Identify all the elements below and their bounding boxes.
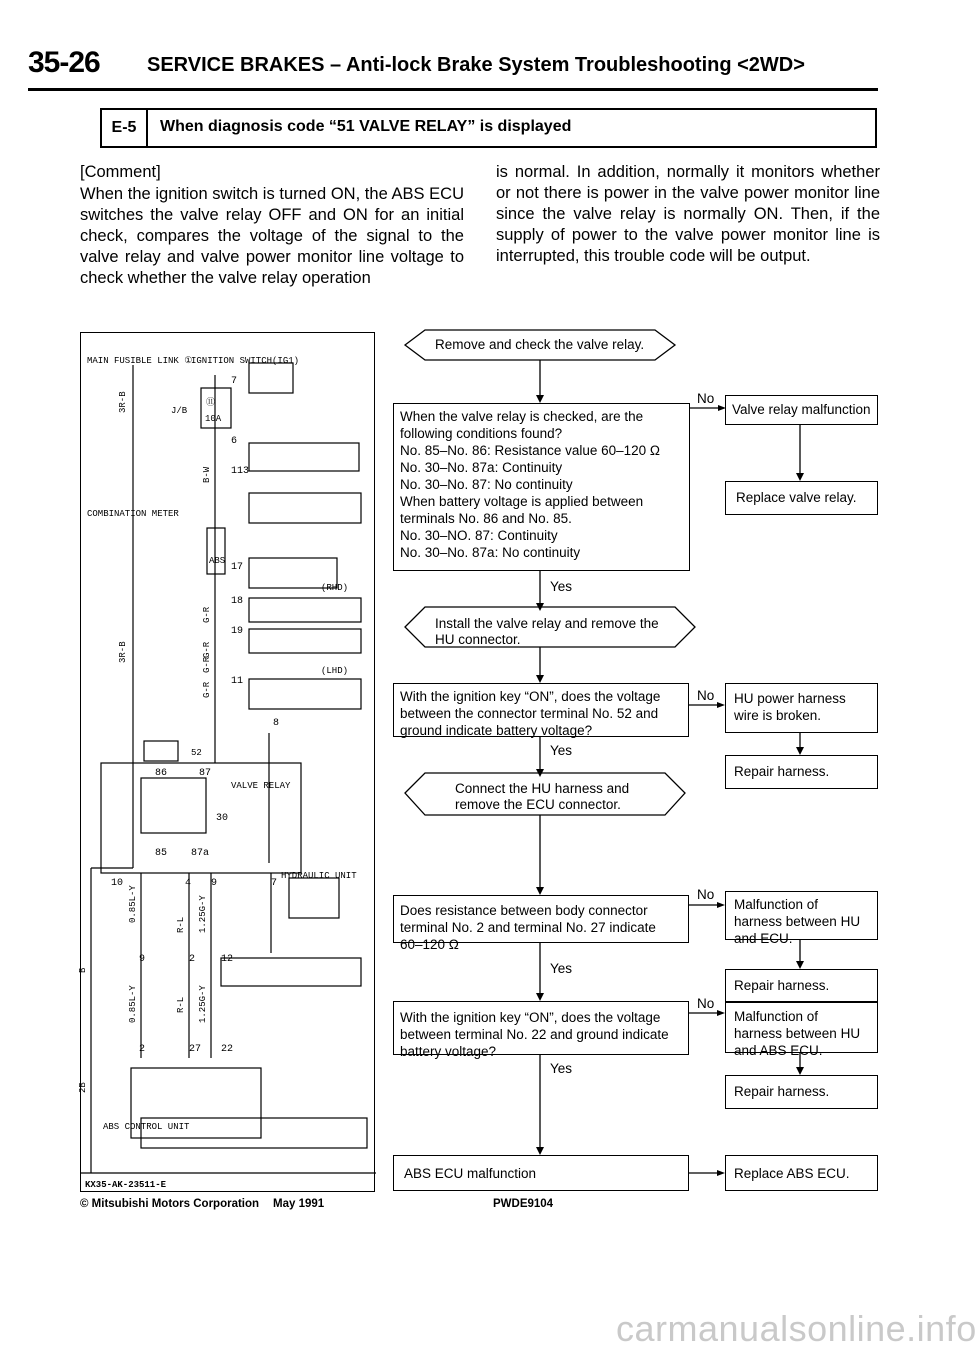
result-harness-hu-abs-ecu-malfunction: Malfunction of harness between HU and ABS ECU. — [725, 1001, 878, 1053]
page-title: SERVICE BRAKES – Anti-lock Brake System Troubleshooting <2WD> — [147, 54, 805, 76]
section-heading — [100, 108, 877, 148]
wiring-diagram-svg — [78, 333, 376, 1193]
no-label-4: No — [697, 996, 715, 1011]
step-remove-check-relay: Remove and check the valve relay. — [435, 337, 645, 352]
wire-labels — [78, 391, 212, 1093]
label-valve-relay: VALVE RELAY — [231, 781, 291, 791]
pin-label: 30 — [216, 813, 229, 824]
pin-label: 85 — [155, 848, 168, 859]
label-doc-code: KX35-AK-23511-E — [85, 1180, 167, 1190]
pin-label: 4 — [185, 878, 192, 889]
wire-color-label: 1.25G-Y — [198, 985, 208, 1023]
watermark: carmanualsonline.info — [616, 1308, 977, 1349]
no-label-1: No — [697, 391, 715, 406]
label-lhd: (LHD) — [321, 666, 349, 676]
question-relay-conditions: When the valve relay is checked, are the following conditions found? No. 85–No. 86: Resistance value 60–120 Ω No. 30–No. 87a: Continuity No. 30–No. 87: No continuity When battery voltage is applied between terminals No. 86 and No. 85. No. 30–NO. 87: Continuity No. 30–No. 87a: No continuity — [393, 403, 690, 571]
wire-color-label: G-R — [202, 656, 212, 673]
label-ignition-switch: IGNITION SWITCH(IG1) — [191, 356, 300, 366]
question-terminal-52-voltage: With the ignition key “ON”, does the voltage between the connector terminal No. 52 and ground indicate battery voltage? — [393, 683, 689, 737]
wire-color-label: G-R — [202, 681, 212, 698]
comment-heading: [Comment] — [80, 163, 161, 181]
pin-label: 86 — [155, 768, 168, 779]
label-fuse-amp: 10A — [205, 414, 222, 424]
pin-label: 87a — [191, 848, 210, 859]
action-repair-harness-3: Repair harness. — [725, 1075, 878, 1109]
result-harness-hu-ecu-malfunction: Malfunction of harness between HU and ECU. — [725, 891, 878, 940]
pin-label: 7 — [271, 878, 278, 889]
header-rule — [28, 88, 878, 91]
label-abs-control-unit: ABS CONTROL UNIT — [103, 1122, 190, 1132]
step-install-relay-remove-hu: Install the valve relay and remove the HU connector. — [435, 616, 659, 647]
pin-label: 18 — [231, 596, 244, 607]
pin-labels — [111, 376, 279, 1055]
footer-copyright: © Mitsubishi Motors Corporation — [80, 1198, 260, 1210]
pin-label: 11 — [231, 676, 244, 687]
label-abs-lamp: ABS — [209, 556, 226, 566]
action-replace-abs-ecu: Replace ABS ECU. — [725, 1155, 878, 1191]
wire-color-label: 0.85L-Y — [128, 885, 138, 923]
label-hydraulic-unit: HYDRAULIC UNIT — [281, 871, 357, 881]
pin-label: 2 — [139, 1044, 146, 1055]
wire-color-label: B — [78, 967, 88, 973]
pin-label: 27 — [189, 1044, 202, 1055]
pin-label: 87 — [199, 768, 212, 779]
pin-label: 6 — [231, 436, 238, 447]
wire-color-label: G-R — [202, 606, 212, 623]
result-hu-power-harness-broken: HU power harness wire is broken. — [725, 683, 878, 733]
flowchart — [385, 325, 885, 1195]
wire-color-label: G-R — [202, 641, 212, 658]
wire-color-label: R-L — [176, 996, 186, 1013]
wiring-diagram — [80, 332, 375, 1192]
label-main-fusible-link: MAIN FUSIBLE LINK ① — [87, 356, 193, 366]
label-fuse-number: ⑪ — [206, 398, 216, 408]
page-number: 35-26 — [28, 46, 100, 79]
pin-label: 19 — [231, 626, 244, 637]
footer-code: PWDE9104 — [493, 1198, 554, 1210]
pin-label: 8 — [273, 718, 280, 729]
wire-color-label: B-W — [202, 466, 212, 483]
section-title: When diagnosis code “51 VALVE RELAY” is displayed — [160, 118, 572, 135]
wire-color-label: 3R-B — [118, 641, 128, 663]
comment-text-left: When the ignition switch is turned ON, the ABS ECU switches the valve relay OFF and ON for an initial check, compares the voltage of the signal to the valve relay and valve power monitor line voltage to check whether the valve relay operation — [80, 185, 464, 287]
yes-label-4: Yes — [550, 1061, 573, 1076]
wire-color-label: R-L — [176, 916, 186, 933]
footer-date: May 1991 — [273, 1198, 325, 1210]
pin-label: 9 — [211, 878, 218, 889]
wire-color-label: 3R-B — [118, 391, 128, 413]
question-terminal-22-voltage: With the ignition key “ON”, does the voltage between terminal No. 22 and ground indicate battery voltage? — [393, 1001, 689, 1055]
wire-color-label: 2B — [78, 1082, 88, 1093]
pin-label: 113 — [231, 466, 250, 477]
pin-label: 22 — [221, 1044, 234, 1055]
no-label-2: No — [697, 688, 715, 703]
label-rhd: (RHD) — [321, 583, 349, 593]
action-replace-valve-relay: Replace valve relay. — [725, 481, 878, 515]
question-resistance-terminals-2-27: Does resistance between body connector terminal No. 2 and terminal No. 27 indicate 60–120 Ω — [393, 895, 689, 943]
no-label-3: No — [697, 887, 715, 902]
pin-label: 10 — [111, 878, 124, 889]
pin-label: 17 — [231, 562, 244, 573]
action-repair-harness-2: Repair harness. — [725, 969, 878, 1003]
pin-label: 2 — [189, 954, 196, 965]
yes-label-2: Yes — [550, 743, 573, 758]
label-ground-code: 52 — [191, 748, 202, 758]
comment-text-right: is normal. In addition, normally it monitors whether or not there is power in the valve power monitor line since the valve relay is normally ON. Then, if the supply of power to the valve power monitor line is interrupted, this trouble code will be output. — [496, 163, 880, 265]
pin-label: 12 — [221, 954, 234, 965]
section-code: E-5 — [102, 110, 148, 146]
yes-label-1: Yes — [550, 579, 573, 594]
action-repair-harness-1: Repair harness. — [725, 755, 878, 789]
pin-label: 9 — [139, 954, 146, 965]
result-abs-ecu-malfunction: ABS ECU malfunction — [393, 1155, 689, 1191]
yes-label-3: Yes — [550, 961, 573, 976]
wire-color-label: 1.25G-Y — [198, 895, 208, 933]
step-connect-hu-remove-ecu: Connect the HU harness and remove the ECU connector. — [455, 781, 630, 812]
label-jb: J/B — [171, 406, 188, 416]
pin-label: 7 — [231, 376, 238, 387]
result-valve-relay-malfunction: Valve relay malfunction — [725, 395, 878, 425]
label-combination-meter: COMBINATION METER — [87, 509, 179, 519]
wire-color-label: 0.85L-Y — [128, 985, 138, 1023]
